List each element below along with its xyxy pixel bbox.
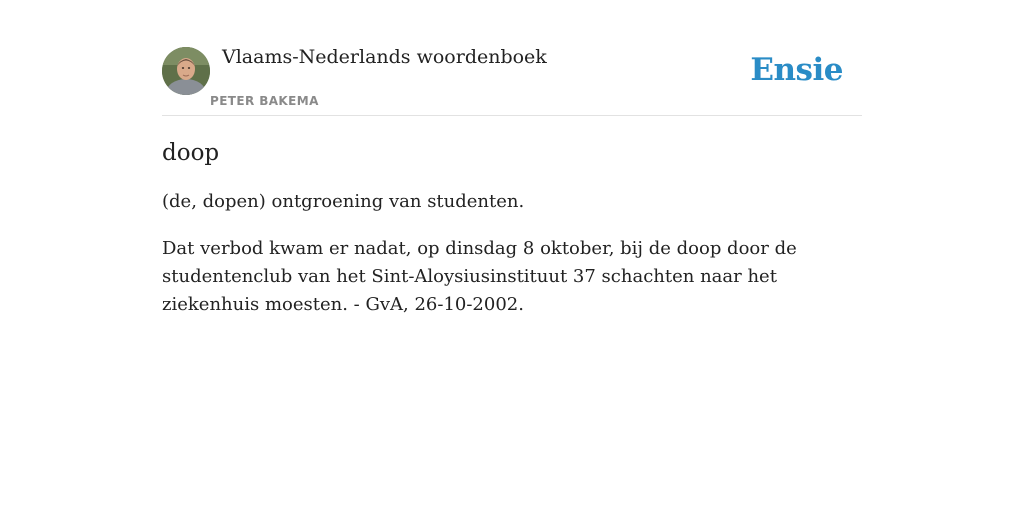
- avatar-photo-icon: [162, 47, 210, 95]
- page: [162, 0, 862, 319]
- author-name-link[interactable]: PETER BAKEMA: [210, 94, 319, 108]
- header: [162, 46, 862, 116]
- brand-logo-link[interactable]: Ensie: [750, 52, 843, 88]
- entry-example: Dat verbod kwam er nadat, op dinsdag 8 oktober, bij de doop door de studentenclub van het Sint-Aloysiusinstituut 37 schachten naar het ziekenhuis moesten. - GvA, 26-10-2002.: [162, 238, 797, 315]
- entry-definition: (de, dopen) ontgroening van studenten.: [162, 191, 525, 212]
- entry-term: doop: [162, 140, 220, 166]
- dictionary-title-link[interactable]: Vlaams-Nederlands woordenboek: [222, 46, 547, 68]
- author-avatar[interactable]: [162, 47, 210, 95]
